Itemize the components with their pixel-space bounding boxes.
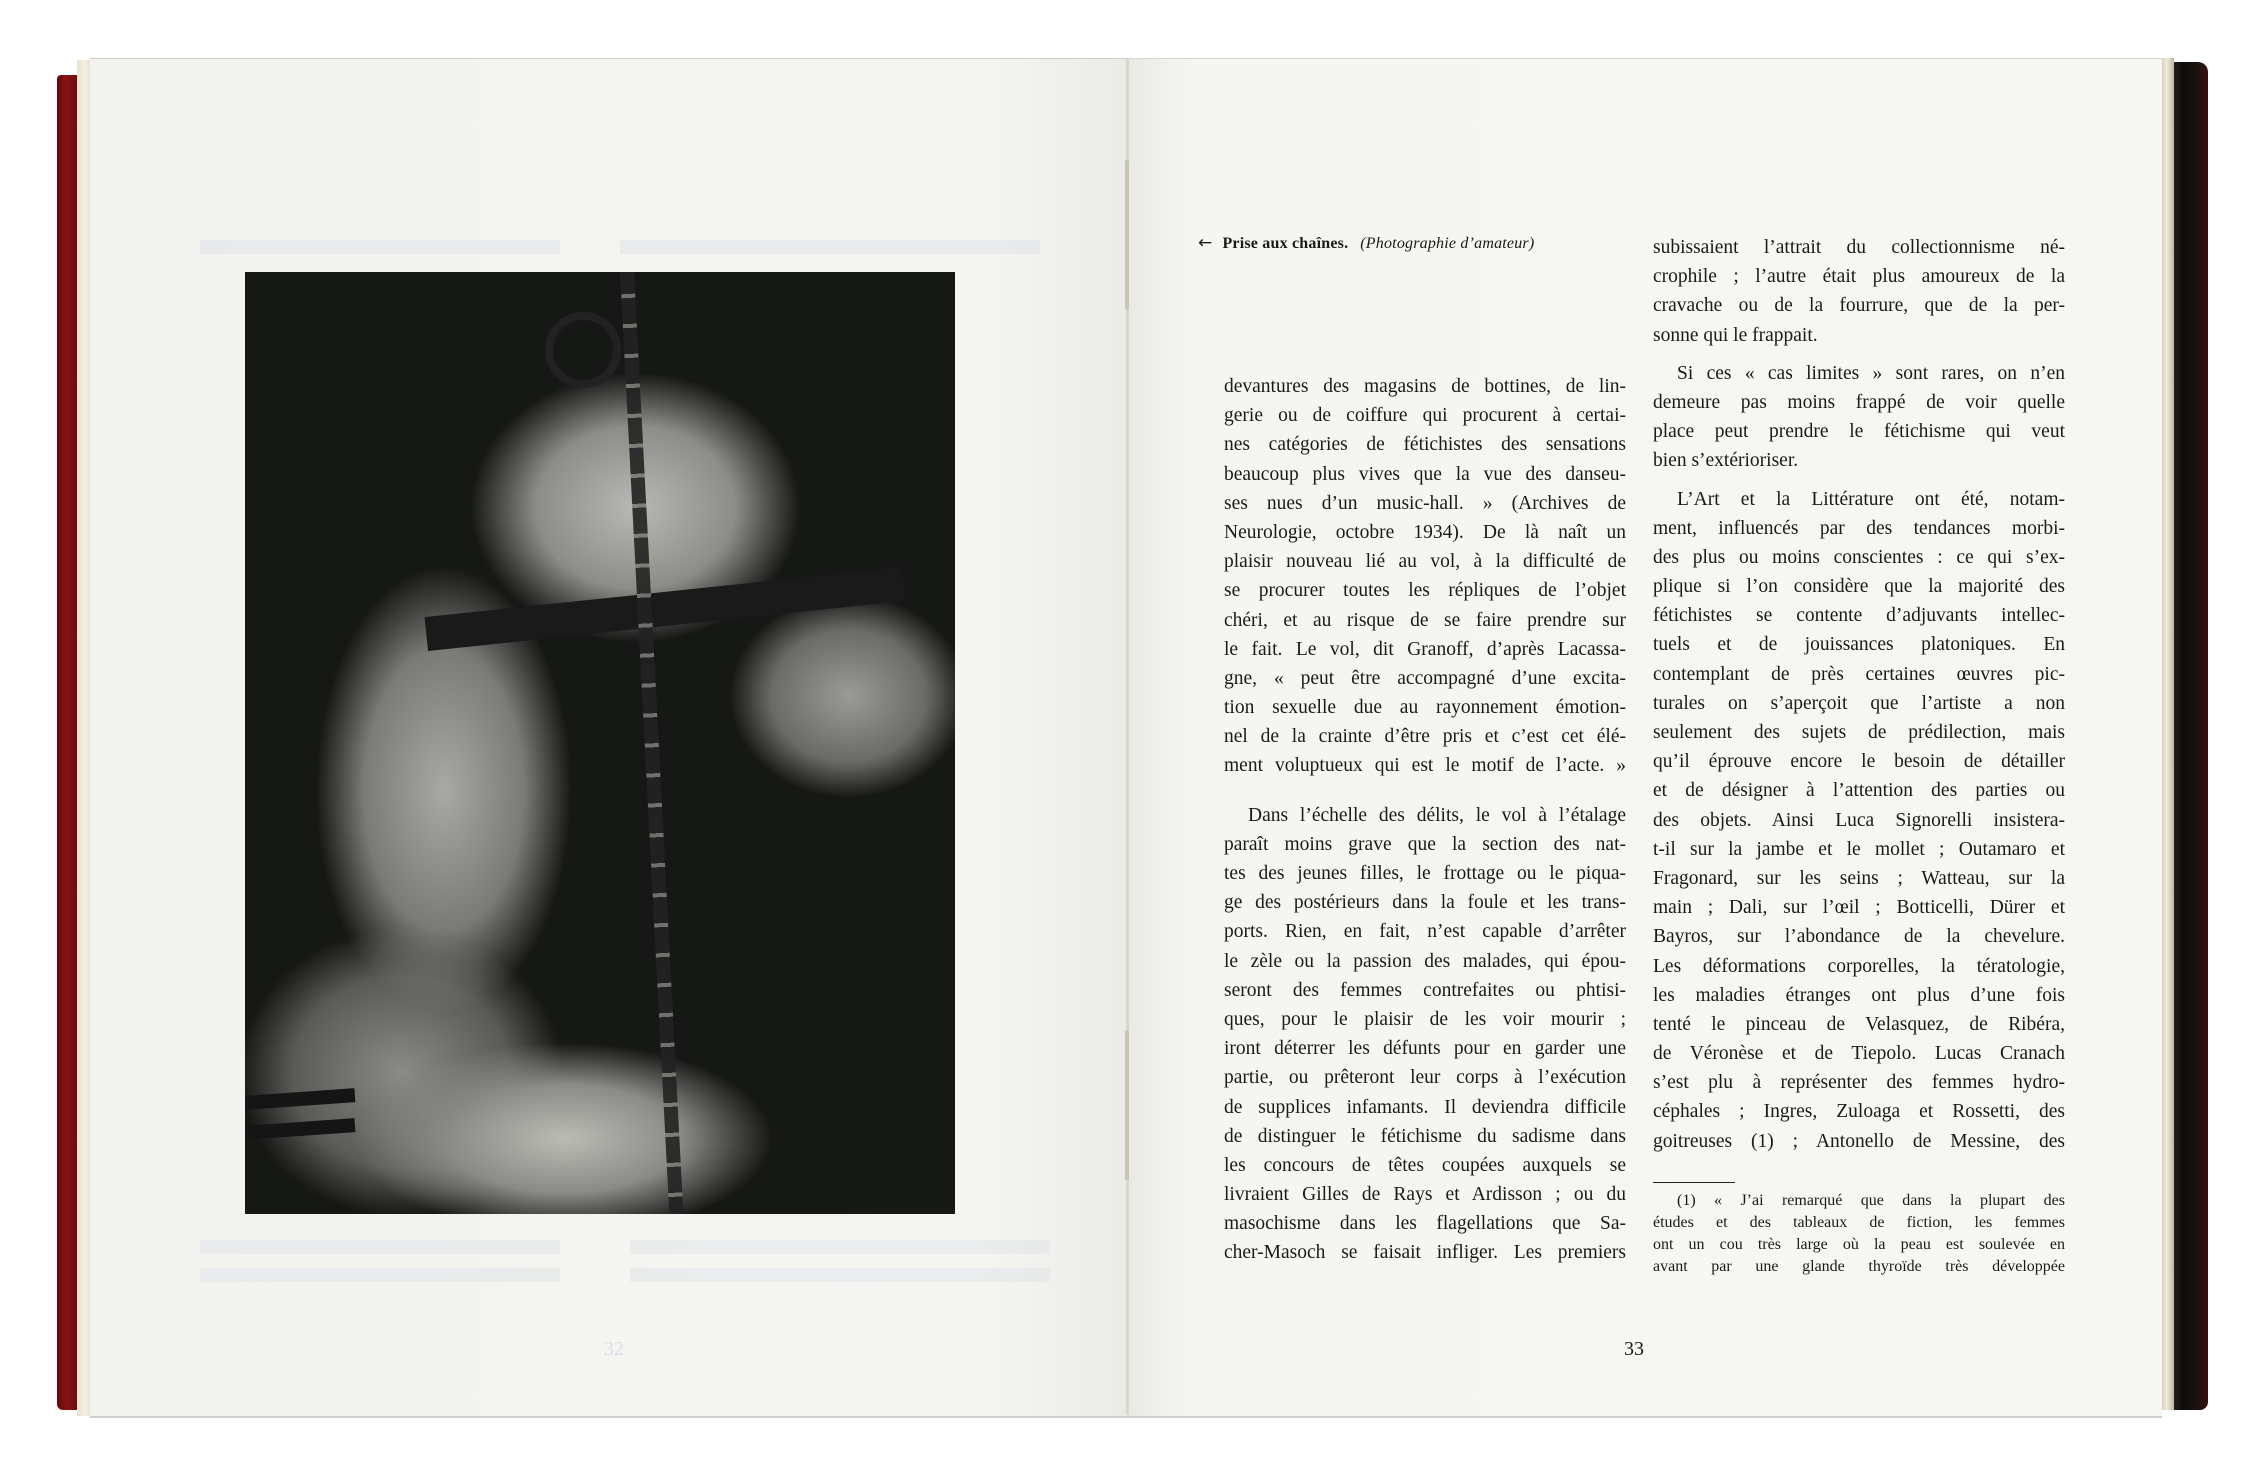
text-line: céphales ; Ingres, Zuloaga et Rossetti, des xyxy=(1653,1101,2065,1123)
show-through-line xyxy=(200,1268,560,1282)
paragraph-gap xyxy=(1653,350,2065,359)
text-line: de supplices infamants. Il deviendra difficile xyxy=(1224,1096,1626,1118)
text-line: gerie ou de coiffure qui procurent à certai- xyxy=(1224,405,1626,427)
text-line: livraient Gilles de Rays et Ardisson ; ou du xyxy=(1224,1184,1626,1206)
footnote-line: (1) « J’ai remarqué que dans la plupart des xyxy=(1677,1192,2065,1209)
text-line: masochisme dans les flagellations que Sa- xyxy=(1224,1213,1626,1235)
text-column-right xyxy=(1653,233,2065,1156)
text-line: des plus ou moins conscientes : ce qui s’ex- xyxy=(1653,546,2065,568)
text-line: partie, ou prêteront leur corps à l’exécution xyxy=(1224,1067,1626,1089)
text-line: plique si l’on considère que la majorité des xyxy=(1653,576,2065,598)
book-cover-right-dark xyxy=(2172,62,2208,1410)
left-arrow-icon: ← xyxy=(1198,233,1213,253)
text-line: qu’il éprouve encore le besoin de détailler xyxy=(1653,751,2065,773)
text-line: les concours de têtes coupées auxquels se xyxy=(1224,1154,1626,1176)
photo-detail-wrist-cuff xyxy=(245,1118,355,1140)
text-line: contemplant de près certaines œuvres pic- xyxy=(1653,663,2065,685)
text-line: goitreuses (1) ; Antonello de Messine, des xyxy=(1653,1130,2065,1152)
show-through-page-number: 32 xyxy=(604,1338,624,1360)
text-line: Fragonard, sur les seins ; Watteau, sur la xyxy=(1653,867,2065,889)
text-line: de Véronèse et de Tiepolo. Lucas Cranach xyxy=(1653,1043,2065,1065)
caption-title: Prise aux chaînes. xyxy=(1222,235,1349,252)
text-line: et de désigner à l’attention des parties ou xyxy=(1653,780,2065,802)
page-number: 33 xyxy=(1624,1338,1644,1360)
text-line: Dans l’échelle des délits, le vol à l’étalage xyxy=(1248,804,1626,826)
text-line: L’Art et la Littérature ont été, notam- xyxy=(1677,488,2065,510)
text-column-middle xyxy=(1224,372,1626,1268)
text-line: Neurologie, octobre 1934). De là naît un xyxy=(1224,521,1626,543)
binding-staple-top xyxy=(1125,160,1129,310)
text-line: ses nues d’un music-hall. » (Archives de xyxy=(1224,492,1626,514)
text-line: devantures des magasins de bottines, de lin- xyxy=(1224,376,1626,397)
text-line: seront des femmes contrefaites ou phtisi- xyxy=(1224,979,1626,1001)
photo-detail-ring xyxy=(545,312,621,388)
text-line: nel de la crainte d’être pris et c’est cet élé- xyxy=(1224,726,1626,748)
text-line: de distinguer le fétichisme du sadisme dans xyxy=(1224,1125,1626,1147)
text-line: place peut prendre le fétichisme qui veut xyxy=(1653,421,2065,443)
text-line: le fait. Le vol, dit Granoff, d’après Lacassa- xyxy=(1224,638,1626,660)
text-line: beaucoup plus vives que la vue des danseu- xyxy=(1224,463,1626,485)
text-line: subissaient l’attrait du collectionnisme né- xyxy=(1653,237,2065,258)
show-through-line xyxy=(630,1240,1050,1254)
text-line: ment, influencés par des tendances morbi- xyxy=(1653,517,2065,539)
show-through-line xyxy=(200,240,560,254)
text-line: seulement des sujets de prédilection, mais xyxy=(1653,722,2065,743)
text-line: cravache ou de la fourrure, que de la per- xyxy=(1653,295,2065,317)
text-line: gne, « peut être accompagné d’une excita- xyxy=(1224,667,1626,689)
footnote-rule xyxy=(1653,1182,1735,1183)
text-line: tenté le pinceau de Velasquez, de Ribéra, xyxy=(1653,1013,2065,1035)
footnote-line: études et des tableaux de fiction, les femmes xyxy=(1653,1214,2065,1231)
text-line: crophile ; l’autre était plus amoureux de la xyxy=(1653,266,2065,288)
book-cover-left-red xyxy=(57,75,79,1410)
caption-credit: (Photographie d’amateur) xyxy=(1360,235,1535,252)
photo-detail-chain xyxy=(620,272,683,1213)
text-line: ment voluptueux qui est le motif de l’acte. » xyxy=(1224,755,1626,777)
show-through-line xyxy=(200,1240,560,1254)
text-line: des objets. Ainsi Luca Signorelli insistera- xyxy=(1653,809,2065,831)
footnote-line: ont un cou très large où la peau est soulevée en xyxy=(1653,1236,2065,1253)
text-line: iront déterrer les défunts pour en garder une xyxy=(1224,1038,1626,1060)
text-line: ques, pour le plaisir de les voir mourir ; xyxy=(1224,1008,1626,1030)
photo-detail-wrist-cuff xyxy=(245,1088,355,1110)
text-line: fétichistes se contente d’adjuvants intellec- xyxy=(1653,605,2065,627)
photo-detail-bra-band xyxy=(425,567,906,651)
footnote xyxy=(1653,1190,2065,1278)
text-line: chéri, et au risque de se faire prendre sur xyxy=(1224,609,1626,631)
text-line: s’est plu à représenter des femmes hydro- xyxy=(1653,1072,2065,1094)
show-through-line xyxy=(620,240,1040,254)
show-through-line xyxy=(630,1268,1050,1282)
binding-staple-bottom xyxy=(1125,1030,1129,1180)
text-line: les maladies étranges ont plus d’une fois xyxy=(1653,984,2065,1006)
text-line: sonne qui le frappait. xyxy=(1653,324,1818,346)
footnote-line: avant par une glande thyroïde très développée xyxy=(1653,1258,2065,1275)
text-line: ge des postérieurs dans la foule et les trans- xyxy=(1224,892,1626,914)
text-line: ports. Rien, en fait, n’est capable d’arrêter xyxy=(1224,921,1626,943)
text-line: paraît moins grave que la section des nat- xyxy=(1224,833,1626,855)
text-line: Les déformations corporelles, la tératologie, xyxy=(1653,955,2065,977)
text-line: plaisir nouveau lié au vol, à la difficulté de xyxy=(1224,551,1626,573)
text-line: demeure pas moins frappé de voir quelle xyxy=(1653,391,2065,413)
text-line: tes des jeunes filles, le frottage ou le piqua- xyxy=(1224,863,1626,884)
text-line: main ; Dali, sur l’œil ; Botticelli, Dürer et xyxy=(1653,897,2065,919)
text-line: cher-Masoch se faisait infliger. Les premiers xyxy=(1224,1242,1626,1264)
paragraph-gap xyxy=(1224,781,1626,801)
text-line: Bayros, sur l’abondance de la chevelure. xyxy=(1653,926,2065,948)
text-line: nes catégories de fétichistes des sensations xyxy=(1224,434,1626,456)
text-line: tion sexuelle due au rayonnement émotion- xyxy=(1224,697,1626,719)
page-stack-edge-right xyxy=(2160,58,2174,1410)
text-line: le zèle ou la passion des malades, qui épou- xyxy=(1224,950,1626,972)
text-line: t-il sur la jambe et le mollet ; Outamaro et xyxy=(1653,838,2065,860)
paragraph-gap xyxy=(1653,476,2065,485)
text-line: bien s’extérioriser. xyxy=(1653,450,1799,472)
text-line: se procurer toutes les répliques de l’objet xyxy=(1224,580,1626,602)
photo-caption xyxy=(1198,233,1534,253)
text-line: Si ces « cas limites » sont rares, on n’en xyxy=(1677,362,2065,384)
photograph xyxy=(245,272,955,1214)
text-line: turales on s’aperçoit que l’artiste a non xyxy=(1653,692,2065,714)
text-line: tuels et de jouissances platoniques. En xyxy=(1653,634,2065,656)
